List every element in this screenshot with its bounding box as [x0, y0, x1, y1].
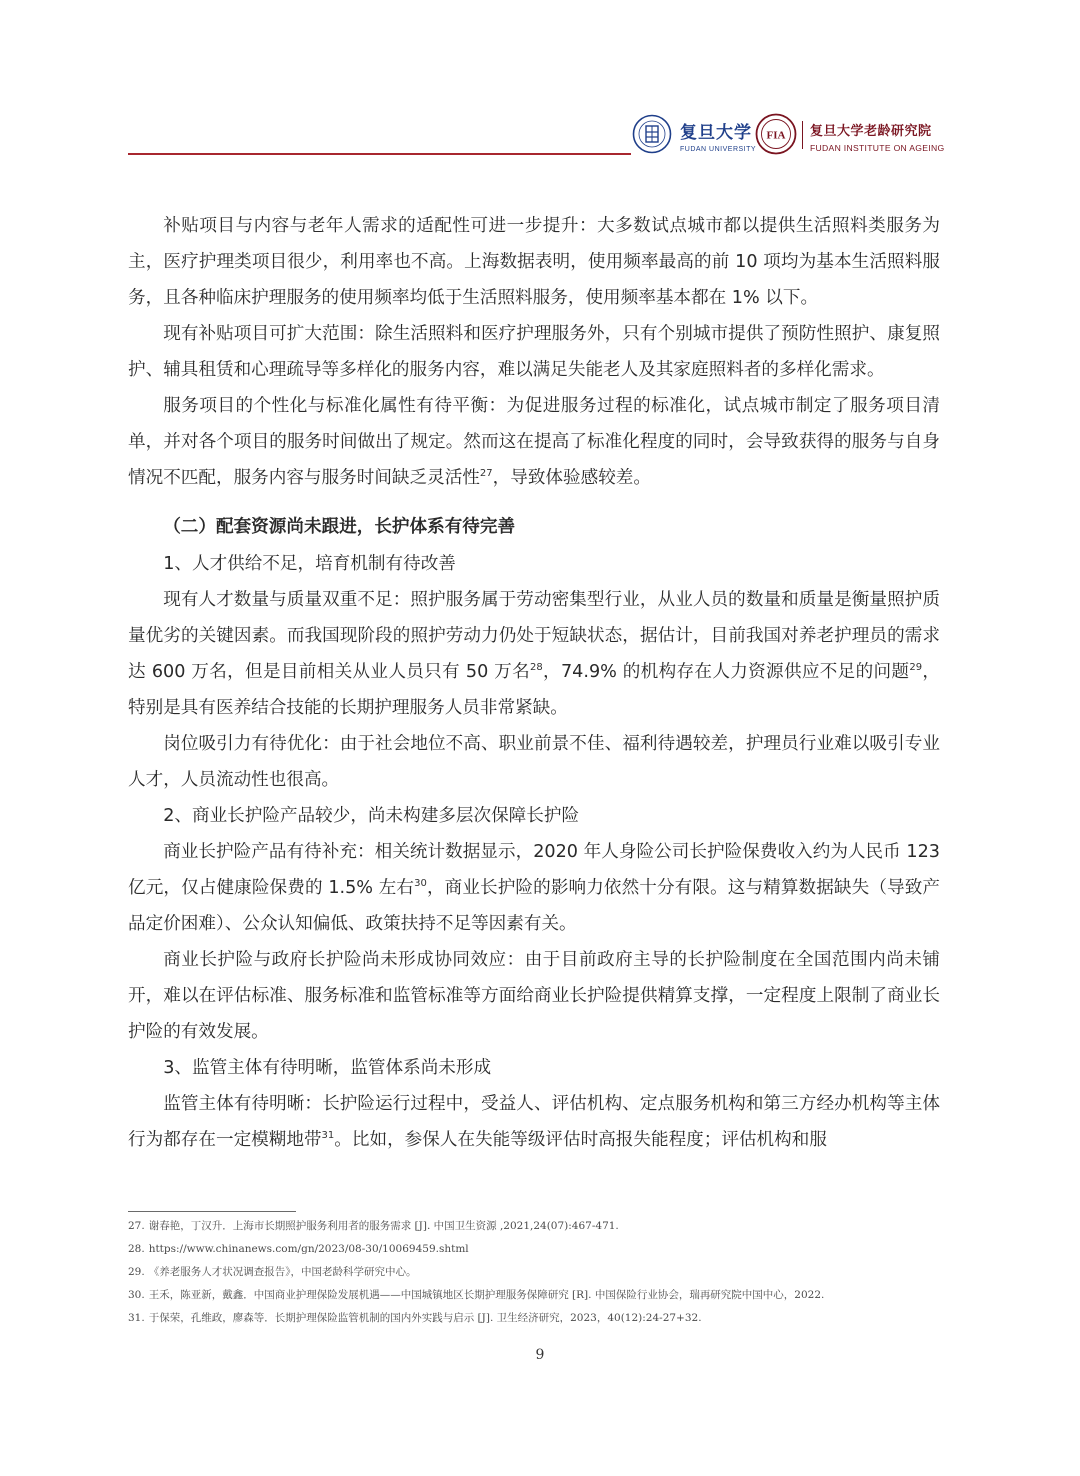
footnotes: [128, 1218, 940, 1333]
paragraph: 服务项目的个性化与标准化属性有待平衡：为促进服务过程的标准化，试点城市制定了服务项目清单，并对各个项目的服务时间做出了规定。然而这在提高了标准化程度的同时，会导致获得的服务与自身情况不匹配，服务内容与服务时间缺乏灵活性$^{27}$，导致体验感较差。: [128, 396, 940, 488]
logo-separator: [802, 121, 803, 149]
institute-logo-text: [810, 120, 945, 153]
paragraph: 现有补贴项目可扩大范围：除生活照料和医疗护理服务外，只有个别城市提供了预防性照护、康复照护、辅具租赁和心理疏导等多样化的服务内容，难以满足失能老人及其家庭照料者的多样化需求。: [128, 324, 940, 380]
page-number: 9: [535, 1347, 545, 1363]
footnote-ref: 27: [479, 468, 493, 479]
subsection-heading: 1、人才供给不足，培育机制有待改善: [163, 554, 456, 574]
subsection-heading: 3、监管主体有待明晰，监管体系尚未形成: [163, 1058, 492, 1078]
footnote: 27. 谢春艳，丁汉升．上海市长期照护服务利用者的服务需求 [J]. 中国卫生资源 ,2021,24(07):467-471.: [128, 1220, 619, 1232]
paragraph: 监管主体有待明晰：长护险运行过程中，受益人、评估机构、定点服务机构和第三方经办机构等主体行为都存在一定模糊地带$^{31}$。比如，参保人在失能等级评估时高报失能程度；评估机构和服: [128, 1094, 940, 1150]
header-rule: [128, 153, 631, 155]
footnote: 29. 《养老服务人才状况调查报告》，中国老龄科学研究中心。: [128, 1266, 417, 1278]
institute-name-en: FUDAN INSTITUTE ON AGEING: [810, 143, 945, 153]
paragraph: 岗位吸引力有待优化：由于社会地位不高、职业前景不佳、福利待遇较差，护理员行业难以吸引专业人才，人员流动性也很高。: [128, 734, 940, 790]
footnote: 28. https://www.chinanews.com/gn/2023/08-30/10069459.shtml: [128, 1241, 940, 1258]
fudan-logo-en: FUDAN UNIVERSITY: [680, 146, 757, 153]
paragraph: 商业长护险与政府长护险尚未形成协同效应：由于目前政府主导的长护险制度在全国范围内尚未铺开，难以在评估标准、服务标准和监管标准等方面给商业长护险提供精算支撑，一定程度上限制了商业长护险的有效发展。: [128, 950, 940, 1042]
footnote-link[interactable]: https://www.chinanews.com/gn/2023/08-30/10069459.shtml: [148, 1243, 469, 1255]
fudan-university-seal-icon: [632, 114, 672, 154]
institute-name-cn: 复旦大学老龄研究院: [810, 124, 932, 139]
fia-monogram: FIA: [766, 129, 786, 142]
subsection-heading: 2、商业长护险产品较少，尚未构建多层次保障长护险: [163, 806, 580, 826]
fudan-logo-text: [680, 118, 756, 153]
fia-seal-icon: [755, 113, 797, 155]
paragraph: 补贴项目与内容与老年人需求的适配性可进一步提升：大多数试点城市都以提供生活照料类服务为主，医疗护理类项目很少，利用率也不高。上海数据表明，使用频率最高的前 10 项均为基本生活照料服务，且各种临床护理服务的使用频率均低于生活照料服务，使用频率基本都在 1% 以下。: [128, 216, 940, 308]
footnote: 31. 于保荣，孔维政，廖森等．长期护理保险监管机制的国内外实践与启示 [J]. 卫生经济研究，2023，40(12):24-27+32.: [128, 1312, 702, 1324]
footnote: 30. 王禾，陈亚新，戴鑫．中国商业护理保险发展机遇——中国城镇地区长期护理服务保障研究 [R]. 中国保险行业协会，瑞再研究院中国中心，2022.: [128, 1289, 825, 1301]
body-text: [128, 208, 940, 1158]
fudan-logo-cn: 复旦大学: [680, 123, 752, 143]
footnote-ref: 30: [414, 878, 427, 889]
paragraph: 现有人才数量与质量双重不足：照护服务属于劳动密集型行业，从业人员的数量和质量是衡量照护质量优劣的关键因素。而我国现阶段的照护劳动力仍处于短缺状态，据估计，目前我国对养老护理员的需求达 600 万名，但是目前相关从业人员只有 50 万名$^{28}$，74.9% 的机构存在人力资源供应不足的问题$^{29}$，特别是具有医养结合技能的长期护理服务人员非常紧缺。: [128, 590, 940, 718]
footnote-ref: 31: [321, 1130, 335, 1141]
footnote-ref: 28: [530, 662, 543, 673]
paragraph: 商业长护险产品有待补充：相关统计数据显示，2020 年人身险公司长护险保费收入约为人民币 123 亿元，仅占健康险保费的 1.5% 左右$^{30}$，商业长护险的影响力依然十分有限。这与精算数据缺失（导致产品定价困难）、公众认知偏低、政策扶持不足等因素有关。: [128, 842, 940, 934]
footnote-ref: 29: [909, 662, 923, 673]
footnote-rule: [128, 1211, 296, 1212]
section-heading: （二）配套资源尚未跟进，长护体系有待完善: [163, 517, 516, 537]
